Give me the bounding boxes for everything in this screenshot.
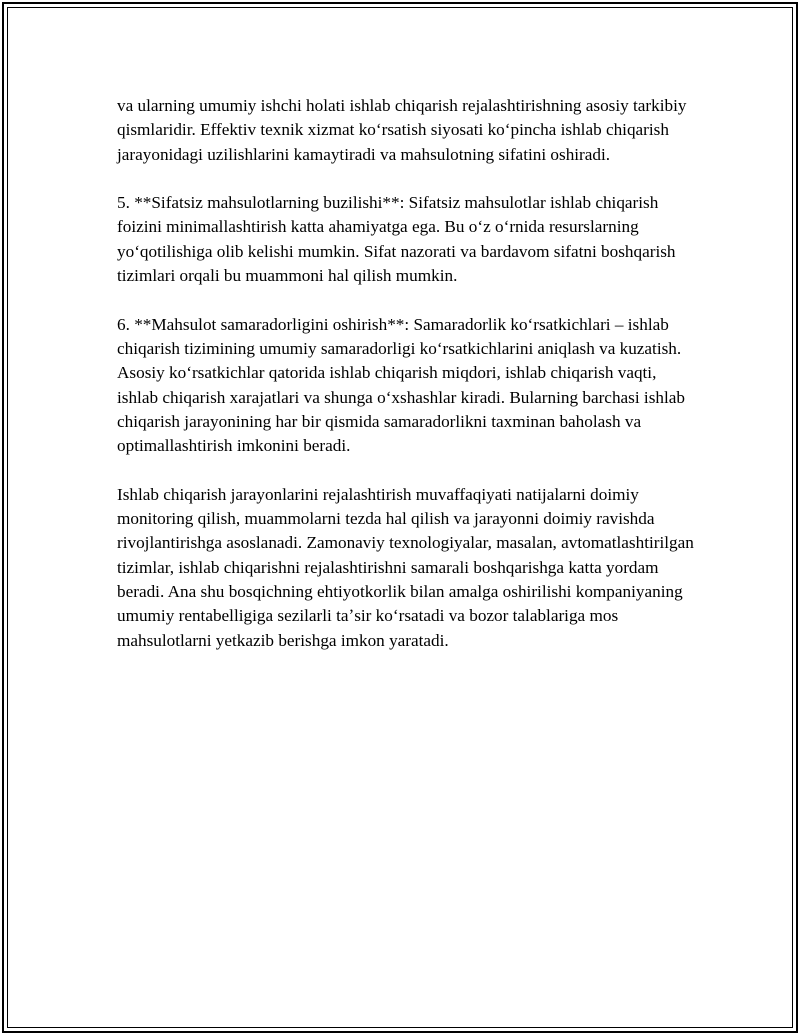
- paragraph-conclusion: Ishlab chiqarish jarayonlarini rejalashtirish muvaffaqiyati natijalarni doimiy monitoring qilish, muammolarni tezda hal qilish va jarayonni doimiy ravishda rivojlantirishga asoslanadi. Zamonaviy texnologiyalar, masalan, avtomatlashtirilgan tizimlar, ishlab chiqarishni rejalashtirishni samarali boshqarishga katta yordam beradi. Ana shu bosqichning ehtiyotkorlik bilan amalga oshirilishi kompaniyaning umumiy rentabelligiga sezilarli taʼsir koʻrsatadi va bozor talablariga mos mahsulotlarni yetkazib berishga imkon yaratadi.: [117, 484, 694, 650]
- paragraph-maintenance-continuation: va ularning umumiy ishchi holati ishlab chiqarish rejalashtirishning asosiy tarkibiy qismlaridir. Effektiv texnik xizmat koʻrsatish siyosati koʻpincha ishlab chiqarish jarayonidagi uzilishlarini kamaytiradi va mahsulotning sifatini oshiradi.: [117, 96, 687, 164]
- document-body: [117, 94, 697, 677]
- paragraph-product-efficiency: 6. **Mahsulot samaradorligini oshirish**: Samaradorlik koʻrsatkichlari – ishlab chiqarish tizimining umumiy samaradorligi koʻrsatkichlarini aniqlash va kuzatish. Asosiy koʻrsatkichlar qatorida ishlab chiqarish miqdori, ishlab chiqarish vaqti, ishlab chiqarish xarajatlari va shunga oʻxshashlar kiradi. Bularning barchasi ishlab chiqarish jarayonining har bir qismida samaradorlikni taxminan baholash va optimallashtirish imkonini beradi.: [117, 314, 685, 456]
- paragraph-defective-products: 5. **Sifatsiz mahsulotlarning buzilishi**: Sifatsiz mahsulotlar ishlab chiqarish foizini minimallashtirish katta ahamiyatga ega. Bu oʻz oʻrnida resurslarning yoʻqotilishiga olib kelishi mumkin. Sifat nazorati va bardavom sifatni boshqarish tizimlari orqali bu muammoni hal qilish mumkin.: [117, 193, 676, 286]
